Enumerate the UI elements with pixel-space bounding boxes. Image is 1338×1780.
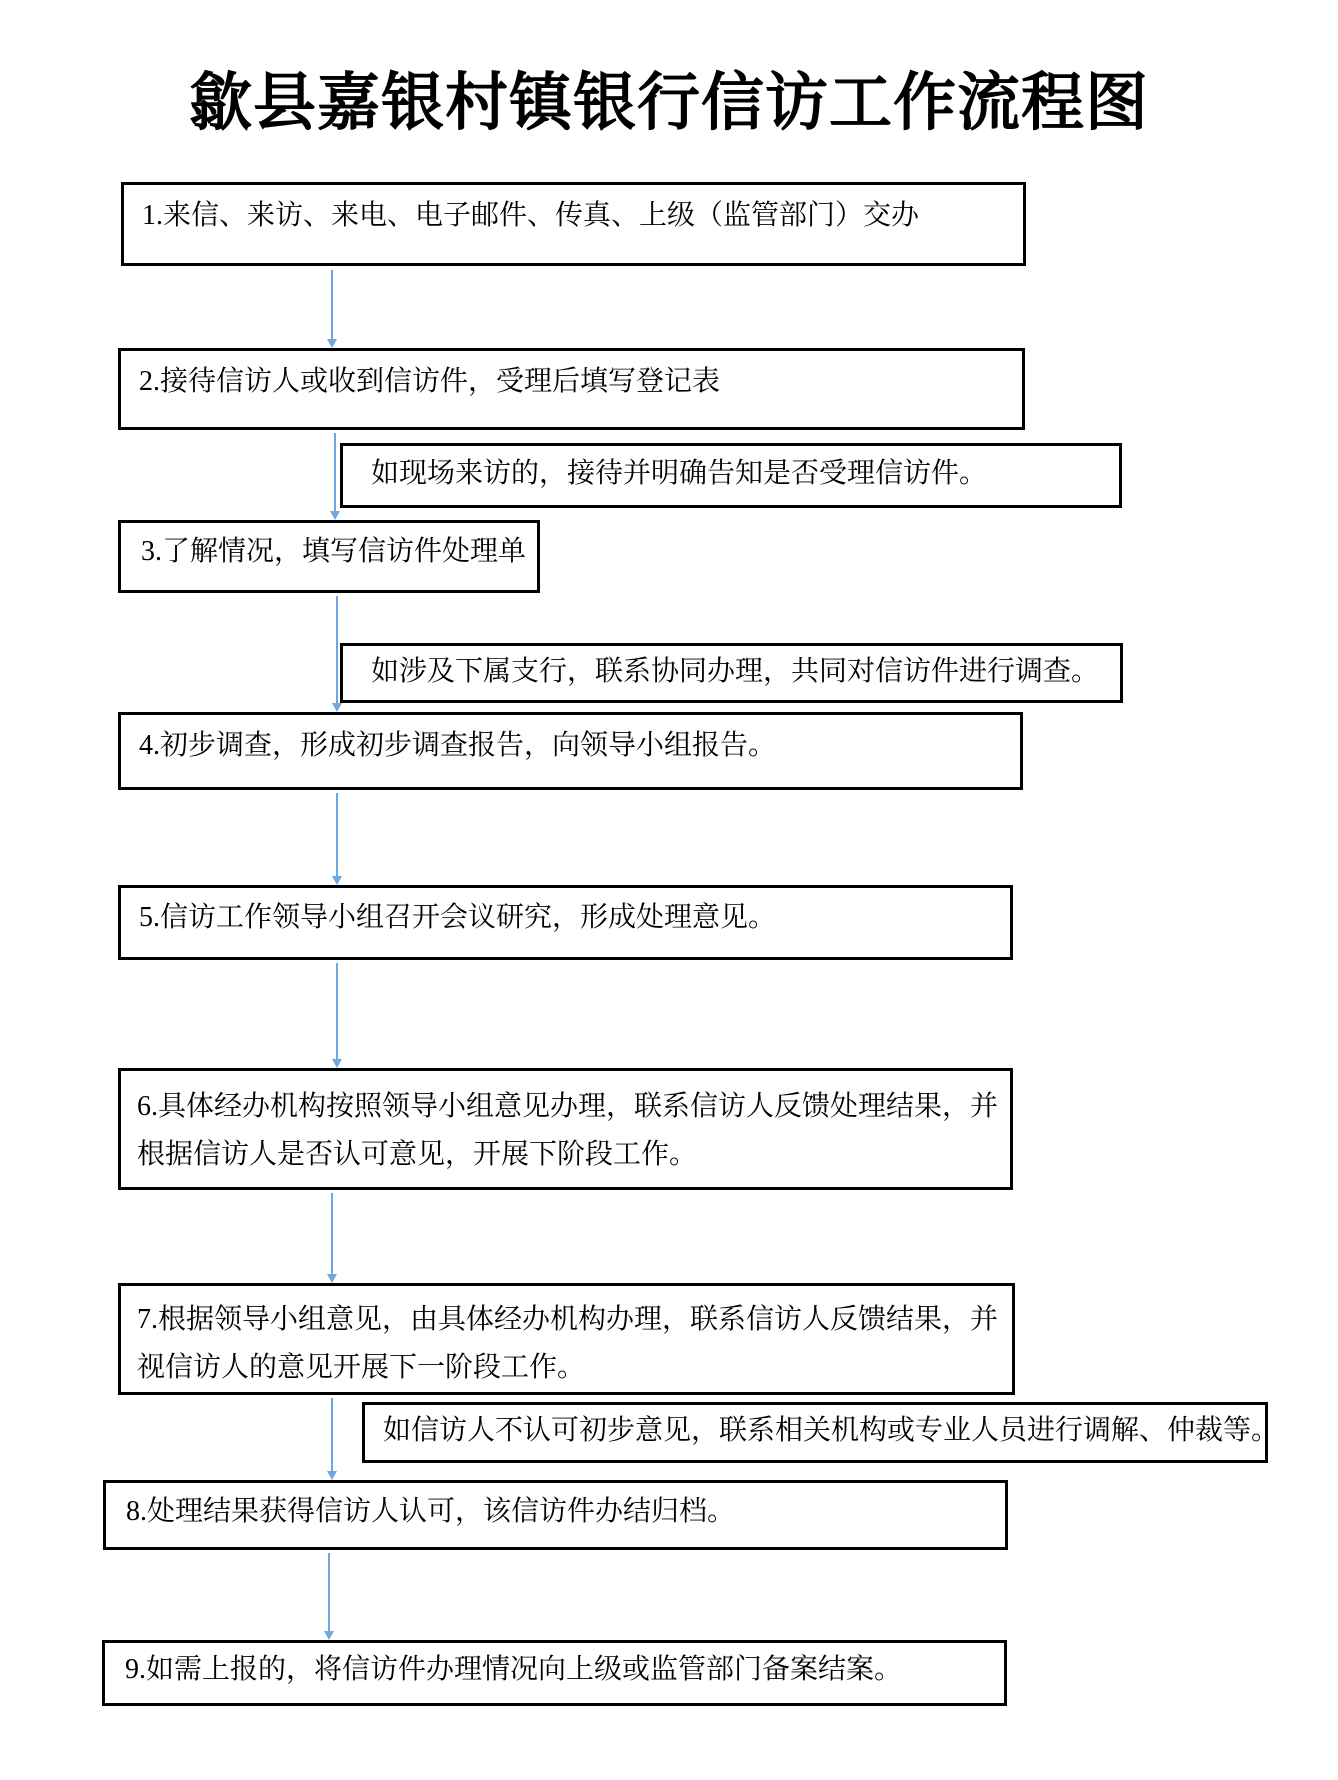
flow-step-2 <box>118 348 1025 430</box>
page-title: 歙县嘉银村镇银行信访工作流程图 <box>189 68 1149 138</box>
flow-step-7-text-line-1: 7.根据领导小组意见，由具体经办机构办理，联系信访人反馈结果，并 <box>137 1304 999 1335</box>
flow-arrow-2 <box>334 433 336 511</box>
flow-arrow-5 <box>336 963 338 1059</box>
flow-step-1 <box>121 182 1026 266</box>
flow-note-1 <box>340 443 1122 508</box>
flow-step-2-text: 2.接待信访人或收到信访件，受理后填写登记表 <box>139 366 721 397</box>
flow-step-8-text: 8.处理结果获得信访人认可，该信访件办结归档。 <box>126 1496 736 1527</box>
flow-note-3-text: 如信访人不认可初步意见，联系相关机构或专业人员进行调解、仲裁等。 <box>383 1415 1280 1446</box>
flow-step-6-text-line-1: 6.具体经办机构按照领导小组意见办理，联系信访人反馈处理结果，并 <box>137 1091 999 1122</box>
flow-step-8 <box>103 1480 1008 1550</box>
flow-step-4 <box>118 712 1023 790</box>
flow-step-4-text: 4.初步调查，形成初步调查报告，向领导小组报告。 <box>139 730 777 761</box>
flow-note-3 <box>362 1402 1280 1463</box>
flow-step-9 <box>102 1640 1007 1706</box>
flow-arrow-1 <box>331 270 333 339</box>
flow-note-2-text: 如涉及下属支行，联系协同办理，共同对信访件进行调查。 <box>371 656 1100 687</box>
flow-step-6 <box>118 1068 1013 1190</box>
flow-arrow-8 <box>328 1553 330 1631</box>
flow-step-6-text-line-2: 根据信访人是否认可意见，开展下阶段工作。 <box>137 1139 698 1170</box>
flow-note-2 <box>340 643 1123 703</box>
flow-arrow-3 <box>336 596 338 703</box>
flow-step-7 <box>118 1283 1015 1395</box>
flow-step-5-text: 5.信访工作领导小组召开会议研究，形成处理意见。 <box>139 902 777 933</box>
flow-arrow-7 <box>331 1398 333 1471</box>
flow-step-3 <box>118 520 540 593</box>
flow-step-5 <box>118 885 1013 960</box>
flow-step-3-text: 3.了解情况，填写信访件处理单 <box>141 536 527 567</box>
flow-step-7-text-line-2: 视信访人的意见开展下一阶段工作。 <box>137 1352 586 1383</box>
flow-arrow-6 <box>331 1193 333 1274</box>
flow-arrow-4 <box>336 793 338 876</box>
flow-step-1-text: 1.来信、来访、来电、电子邮件、传真、上级（监管部门）交办 <box>142 200 920 231</box>
flow-step-9-text: 9.如需上报的，将信访件办理情况向上级或监管部门备案结案。 <box>125 1654 903 1685</box>
flow-note-1-text: 如现场来访的，接待并明确告知是否受理信访件。 <box>371 458 988 489</box>
